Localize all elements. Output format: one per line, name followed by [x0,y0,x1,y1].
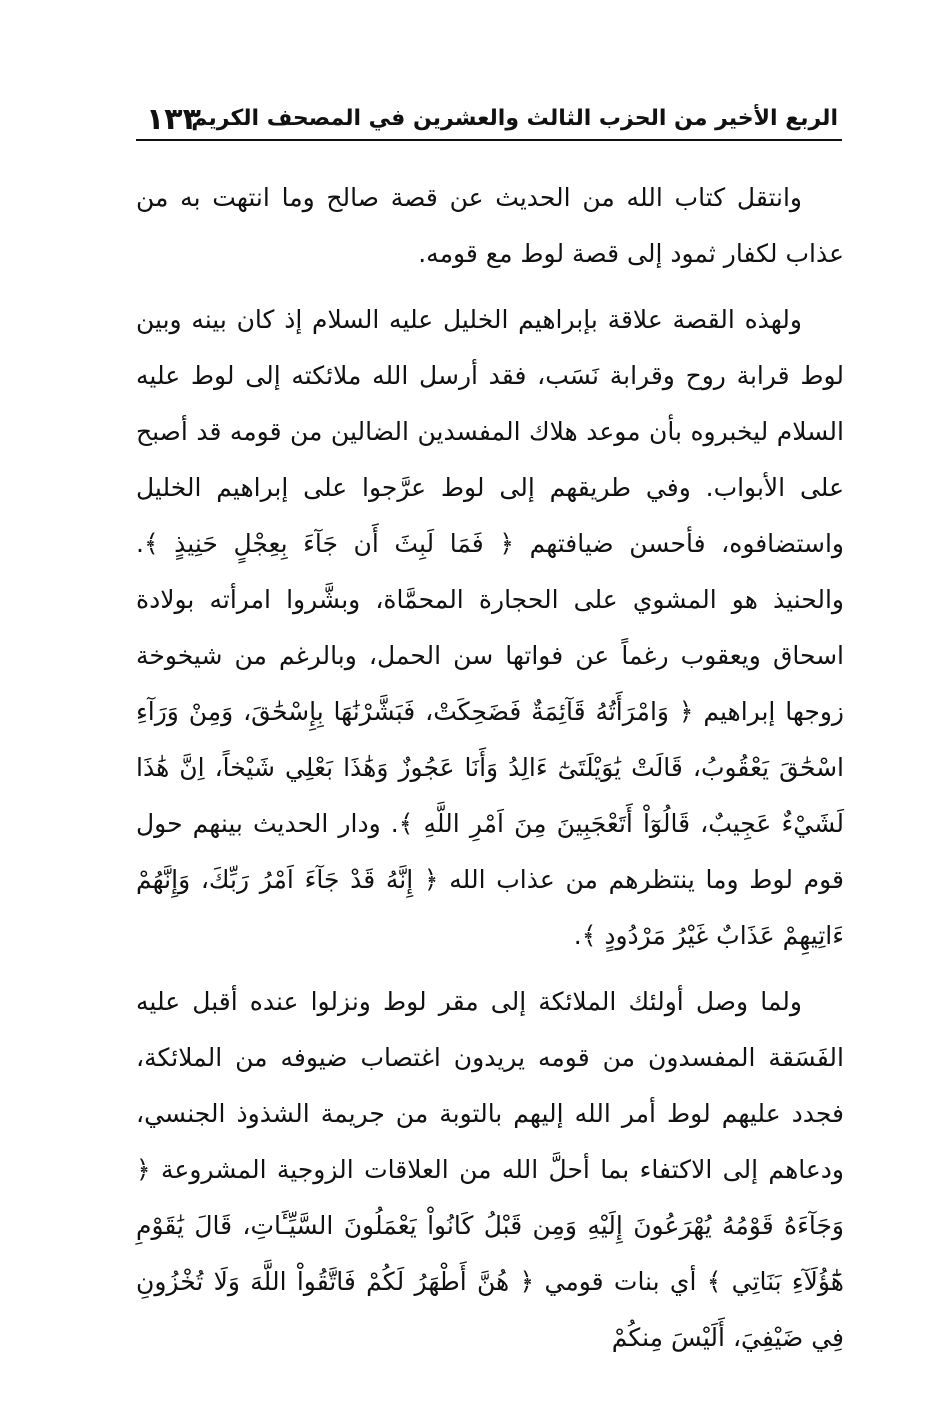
page-number: ١٣٣ [146,102,201,137]
body-text [136,170,844,1366]
running-header [128,96,848,136]
header-title: الربع الأخير من الحزب الثالث والعشرين في المصحف الكريم [191,106,838,131]
paragraph-3: ولما وصل أولئك الملائكة إلى مقر لوط ونزلوا عنده أقبل عليه الفَسَقة المفسدون من قومه يريدون اغتصاب ضيوفه من الملائكة، فجدد عليهم لوط أمر الله إليهم بالتوبة من جريمة الشذوذ الجنسي، ودعاهم إلى الاكتفاء بما أحلَّ الله من العلاقات الزوجية المشروعة ﴿ وَجَآءَهُ قَوْمُهُ يُهْرَعُونَ إِلَيْهِ وَمِن قَبْلُ كَانُواْ يَعْمَلُونَ السَّيِّـَٔاتِ، قَالَ يَٰقَوْمِ هَٰٓؤُلَآءِ بَنَاتِي ﴾ أي بنات قومي ﴿ هُنَّ أَطْهَرُ لَكُمْ فَاتَّقُواْ اللَّهَ وَلَا تُخْزُونِ فِي ضَيْفِيَ، أَلَيْسَ مِنكُمْ [136,987,844,1352]
paragraph-1: وانتقل كتاب الله من الحديث عن قصة صالح وما انتهت به من عذاب لكفار ثمود إلى قصة لوط مع قومه. [136,183,844,268]
header-divider [136,139,842,141]
paragraph-2: ولهذه القصة علاقة بإبراهيم الخليل عليه السلام إذ كان بينه وبين لوط قرابة روح وقرابة نَسَب، فقد أرسل الله ملائكته إلى لوط عليه السلام ليخبروه بأن موعد هلاك المفسدين الضالين من قومه قد أصبح على الأبواب. وفي طريقهم إلى لوط عرَّجوا على إبراهيم الخليل واستضافوه، فأحسن ضيافتهم ﴿ فَمَا لَبِثَ أَن جَآءَ بِعِجْلٍ حَنِيذٍ ﴾. والحنيذ هو المشوي على الحجارة المحمَّاة، وبشَّروا امرأته بولادة اسحاق ويعقوب رغماً عن فواتها سن الحمل، وبالرغم من شيخوخة زوجها إبراهيم ﴿ وَامْرَأَتُهُ قَآئِمَةٌ فَضَحِكَتْ، فَبَشَّرْنَٰهَا بِإِسْحَٰقَ، وَمِنْ وَرَآءِ اسْحَٰقَ يَعْقُوبُ، قَالَتْ يَٰوَيْلَتَىٰٓ ءَالِدُ وَأَنَا عَجُوزٌ وَهَٰذَا بَعْلِي شَيْخاً، اِنَّ هَٰذَا لَشَيْءٌ عَجِيبٌ، قَالُوٓاْ أَتَعْجَبِينَ مِنَ اَمْرِ اللَّهِ ﴾. ودار الحديث بينهم حول قوم لوط وما ينتظرهم من عذاب الله ﴿ إِنَّهُ قَدْ جَآءَ اَمْرُ رَبِّكَ، وَإِنَّهُمْ ءَاتِيهِمْ عَذَابٌ غَيْرُ مَرْدُودٍ ﴾. [136,305,844,950]
